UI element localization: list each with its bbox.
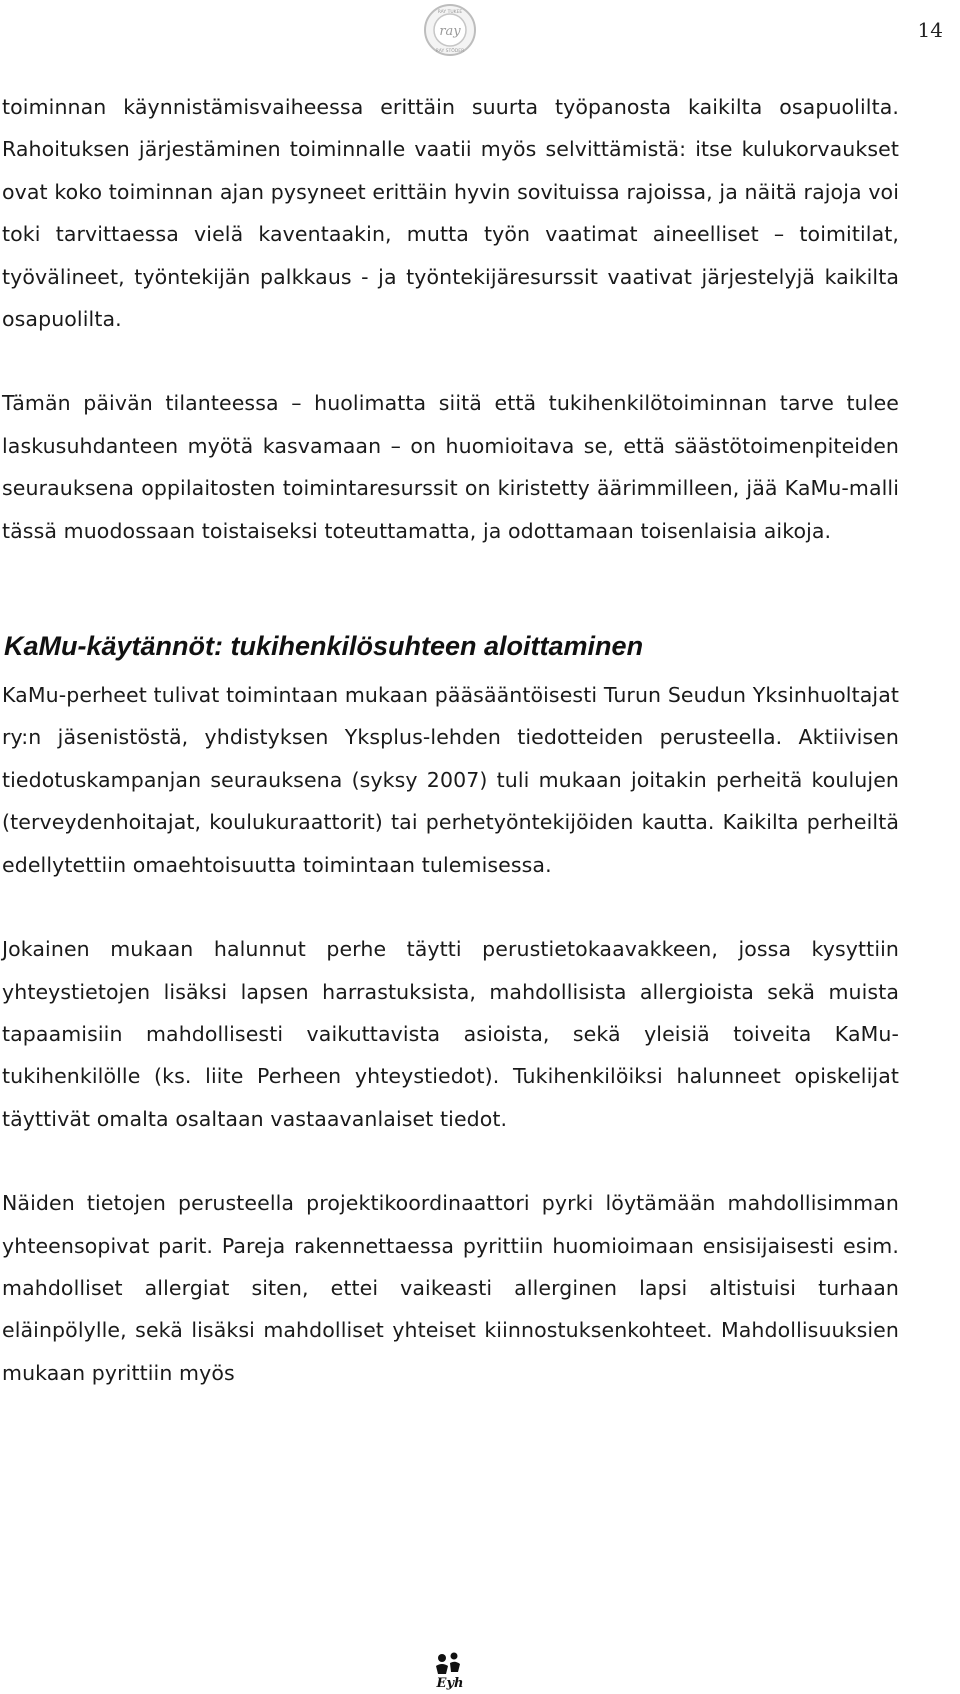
ray-logo-text: ray [439,24,461,39]
eyh-logo-text: Eyh [436,1676,464,1690]
document-body [2,86,899,1394]
paragraph: Jokainen mukaan halunnut perhe täytti perustietokaavakkeen, jossa kysyttiin yhteystietojen lisäksi lapsen harrastuksista, mahdollisista allergioista sekä muista tapaamisiin mahdollisesti vaikuttavista asioista, sekä yleisiä toiveita KaMu-tukihenkilölle (ks. liite Perheen yhteystiedot). Tukihenkilöiksi halunneet opiskelijat täyttivät omalta osaltaan vastaavanlaiset tiedot. [2,937,899,1131]
page-number: 14 [917,18,943,42]
section-heading: KaMu-käytännöt: tukihenkilösuhteen aloittaminen [4,631,644,662]
ray-logo [422,2,478,58]
svg-text:RAY TUKEE: RAY TUKEE [437,10,463,15]
paragraph: KaMu-perheet tulivat toimintaan mukaan pääsääntöisesti Turun Seudun Yksinhuoltajat ry:n jäsenistöstä, yhdistyksen Yksplus-lehden tiedotteiden perusteella. Aktiivisen tiedotuskampanjan seurauksena (syksy 2007) tuli mukaan joitakin perheitä koulujen (terveydenhoitajat, koulukuraattorit) tai perhetyöntekijöiden kautta. Kaikilta perheiltä edellytettiin omaehtoisuutta toimintaan tulemisessa. [2,683,899,877]
paragraph: Tämän päivän tilanteessa – huolimatta siitä että tukihenkilötoiminnan tarve tulee laskusuhdanteen myötä kasvamaan – on huomioitava se, että säästötoimenpiteiden seurauksena oppilaitosten toimintaresurssit on kiristetty äärimmilleen, jää KaMu-malli tässä muodossaan toistaiseksi toteuttamatta, ja odottamaan toisenlaisia aikoja. [2,391,899,543]
paragraph: toiminnan käynnistämisvaiheessa erittäin suurta työpanosta kaikilta osapuolilta. Rahoituksen järjestäminen toiminnalle vaatii myös selvittämistä: itse kulukorvaukset ovat koko toiminnan ajan pysyneet erittäin hyvin sovituissa rajoissa, ja näitä rajoja voi toki tarvittaessa vielä kaventaakin, mutta työn vaatimat aineelliset – toimitilat, työvälineet, työntekijän palkkaus - ja työntekijäresurssit vaativat järjestelyjä kaikilta osapuolilta. [2,95,899,332]
paragraph: Näiden tietojen perusteella projektikoordinaattori pyrki löytämään mahdollisimman yhteensopivat parit. Pareja rakennettaessa pyrittiin huomioimaan ensisijaisesti esim. mahdolliset allergiat siten, ettei vaikeasti allerginen lapsi altistuisi turhaan eläinpölylle, sekä lisäksi mahdolliset yhteiset kiinnostuksenkohteet. Mahdollisuuksien mukaan pyrittiin myös [2,1191,899,1385]
eyh-logo [430,1650,470,1690]
svg-text:RAY STÖDER: RAY STÖDER [435,49,465,54]
